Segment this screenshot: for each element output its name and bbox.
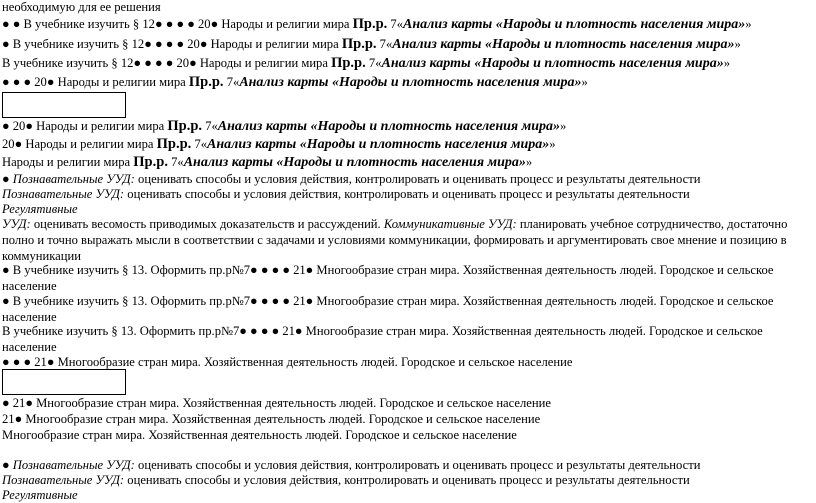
practical-work-label: Пр.р. <box>331 55 366 71</box>
text-line <box>2 427 517 443</box>
text: необходимую для ее решения <box>2 0 161 14</box>
text: » <box>560 119 567 133</box>
text: » <box>525 155 533 169</box>
practical-work-title: Анализ карты «Народы и плотность населения мира» <box>207 137 550 152</box>
text: » <box>723 56 731 70</box>
text-line <box>2 154 532 171</box>
text: 7« <box>223 75 240 89</box>
text: ● В учебнике изучить § 13. Оформить пр.р№7● ● ● ● 21● Многообразие стран мира. Хозяйственная деятельность людей. Городское и сельское население <box>2 263 774 293</box>
text-line <box>2 36 741 53</box>
text-line <box>2 55 730 72</box>
uud-label: ● Познавательные УУД: <box>2 458 139 472</box>
text-line <box>2 118 566 135</box>
text: Многообразие стран мира. Хозяйственная деятельность людей. Городское и сельское население <box>2 428 517 442</box>
text: оценивать весомость приводимых доказательств и рассуждений. <box>33 217 384 231</box>
practical-work-label: Пр.р. <box>352 16 388 32</box>
uud-label: Регулятивные <box>2 488 78 502</box>
text: » <box>745 17 752 31</box>
text-paragraph <box>2 323 810 355</box>
text-line <box>2 186 690 202</box>
text: ● 20● Народы и религии мира <box>2 119 168 133</box>
text-paragraph <box>2 262 810 294</box>
uud-label: Коммуникативные УУД: <box>383 217 520 231</box>
practical-work-label: Пр.р. <box>167 118 203 134</box>
text-paragraph <box>2 293 810 325</box>
text: ● ● В учебнике изучить § 12● ● ● ● 20● Народы и религии мира <box>2 17 353 31</box>
text: 7« <box>365 56 382 70</box>
practical-work-title: Анализ карты «Народы и плотность населения мира» <box>403 17 746 32</box>
practical-work-title: Анализ карты «Народы и плотность населения мира» <box>381 56 724 71</box>
practical-work-label: Пр.р. <box>156 136 192 152</box>
text: В учебнике изучить § 13. Оформить пр.р№7● ● ● ● 21● Многообразие стран мира. Хозяйственная деятельность людей. Городское и сельское население <box>2 324 763 354</box>
text-line <box>2 457 700 473</box>
text: » <box>734 37 741 51</box>
text: 7« <box>202 119 218 133</box>
text: 7« <box>191 137 208 151</box>
text-line <box>2 74 588 91</box>
text-line <box>2 487 78 503</box>
text-line <box>2 171 700 187</box>
practical-work-title: Анализ карты «Народы и плотность населения мира» <box>239 75 582 90</box>
text: ● ● ● 21● Многообразие стран мира. Хозяйственная деятельность людей. Городское и сельское население <box>2 355 573 369</box>
text: планировать учебное сотрудничество, достаточно полно и точно выражать мысли в соответствии с задачами и условиями коммуникации, формировать и аргументировать свое мнение и позицию в коммуникации <box>2 217 788 263</box>
text: » <box>549 137 556 151</box>
text: Народы и религии мира <box>2 155 134 169</box>
practical-work-label: Пр.р. <box>188 74 224 90</box>
text: 20● Народы и религии мира <box>2 137 157 151</box>
empty-box <box>2 369 126 395</box>
text: 7« <box>387 17 404 31</box>
uud-label: ● Познавательные УУД: <box>2 172 139 186</box>
text: оценивать способы и условия действия, контролировать и оценивать процесс и результаты деятельности <box>127 473 690 487</box>
text-paragraph <box>2 216 810 264</box>
text: 21● Многообразие стран мира. Хозяйственная деятельность людей. Городское и сельское население <box>2 412 541 426</box>
text: ● В учебнике изучить § 12● ● ● ● 20● Народы и религии мира <box>2 37 342 51</box>
text: оценивать способы и условия действия, контролировать и оценивать процесс и результаты деятельности <box>127 187 690 201</box>
uud-label: Познавательные УУД: <box>2 473 128 487</box>
text: 7« <box>167 155 184 169</box>
text: ● 21● Многообразие стран мира. Хозяйственная деятельность людей. Городское и сельское население <box>2 396 551 410</box>
text-line <box>2 0 161 15</box>
practical-work-label: Пр.р. <box>133 154 168 170</box>
text-line <box>2 411 540 427</box>
uud-label: УУД: <box>2 217 34 231</box>
text-line <box>2 201 78 217</box>
text: 7« <box>376 37 393 51</box>
text: оценивать способы и условия действия, контролировать и оценивать процесс и результаты деятельности <box>138 172 701 186</box>
text-line <box>2 395 551 411</box>
practical-work-label: Пр.р. <box>341 36 377 52</box>
text: оценивать способы и условия действия, контролировать и оценивать процесс и результаты деятельности <box>138 458 701 472</box>
practical-work-title: Анализ карты «Народы и плотность населения мира» <box>217 119 561 134</box>
text-line <box>2 354 572 370</box>
text-line <box>2 16 752 33</box>
text: ● В учебнике изучить § 13. Оформить пр.р№7● ● ● ● 21● Многообразие стран мира. Хозяйственная деятельность людей. Городское и сельское население <box>2 294 774 324</box>
text: В учебнике изучить § 12● ● ● ● 20● Народы и религии мира <box>2 56 332 70</box>
uud-label: Познавательные УУД: <box>2 187 128 201</box>
practical-work-title: Анализ карты «Народы и плотность населения мира» <box>183 155 526 170</box>
practical-work-title: Анализ карты «Народы и плотность населения мира» <box>392 37 735 52</box>
uud-label: Регулятивные <box>2 202 78 216</box>
empty-box <box>2 92 126 118</box>
text-line <box>2 472 690 488</box>
text: » <box>581 75 588 89</box>
text-line <box>2 136 556 153</box>
text: ● ● ● 20● Народы и религии мира <box>2 75 189 89</box>
